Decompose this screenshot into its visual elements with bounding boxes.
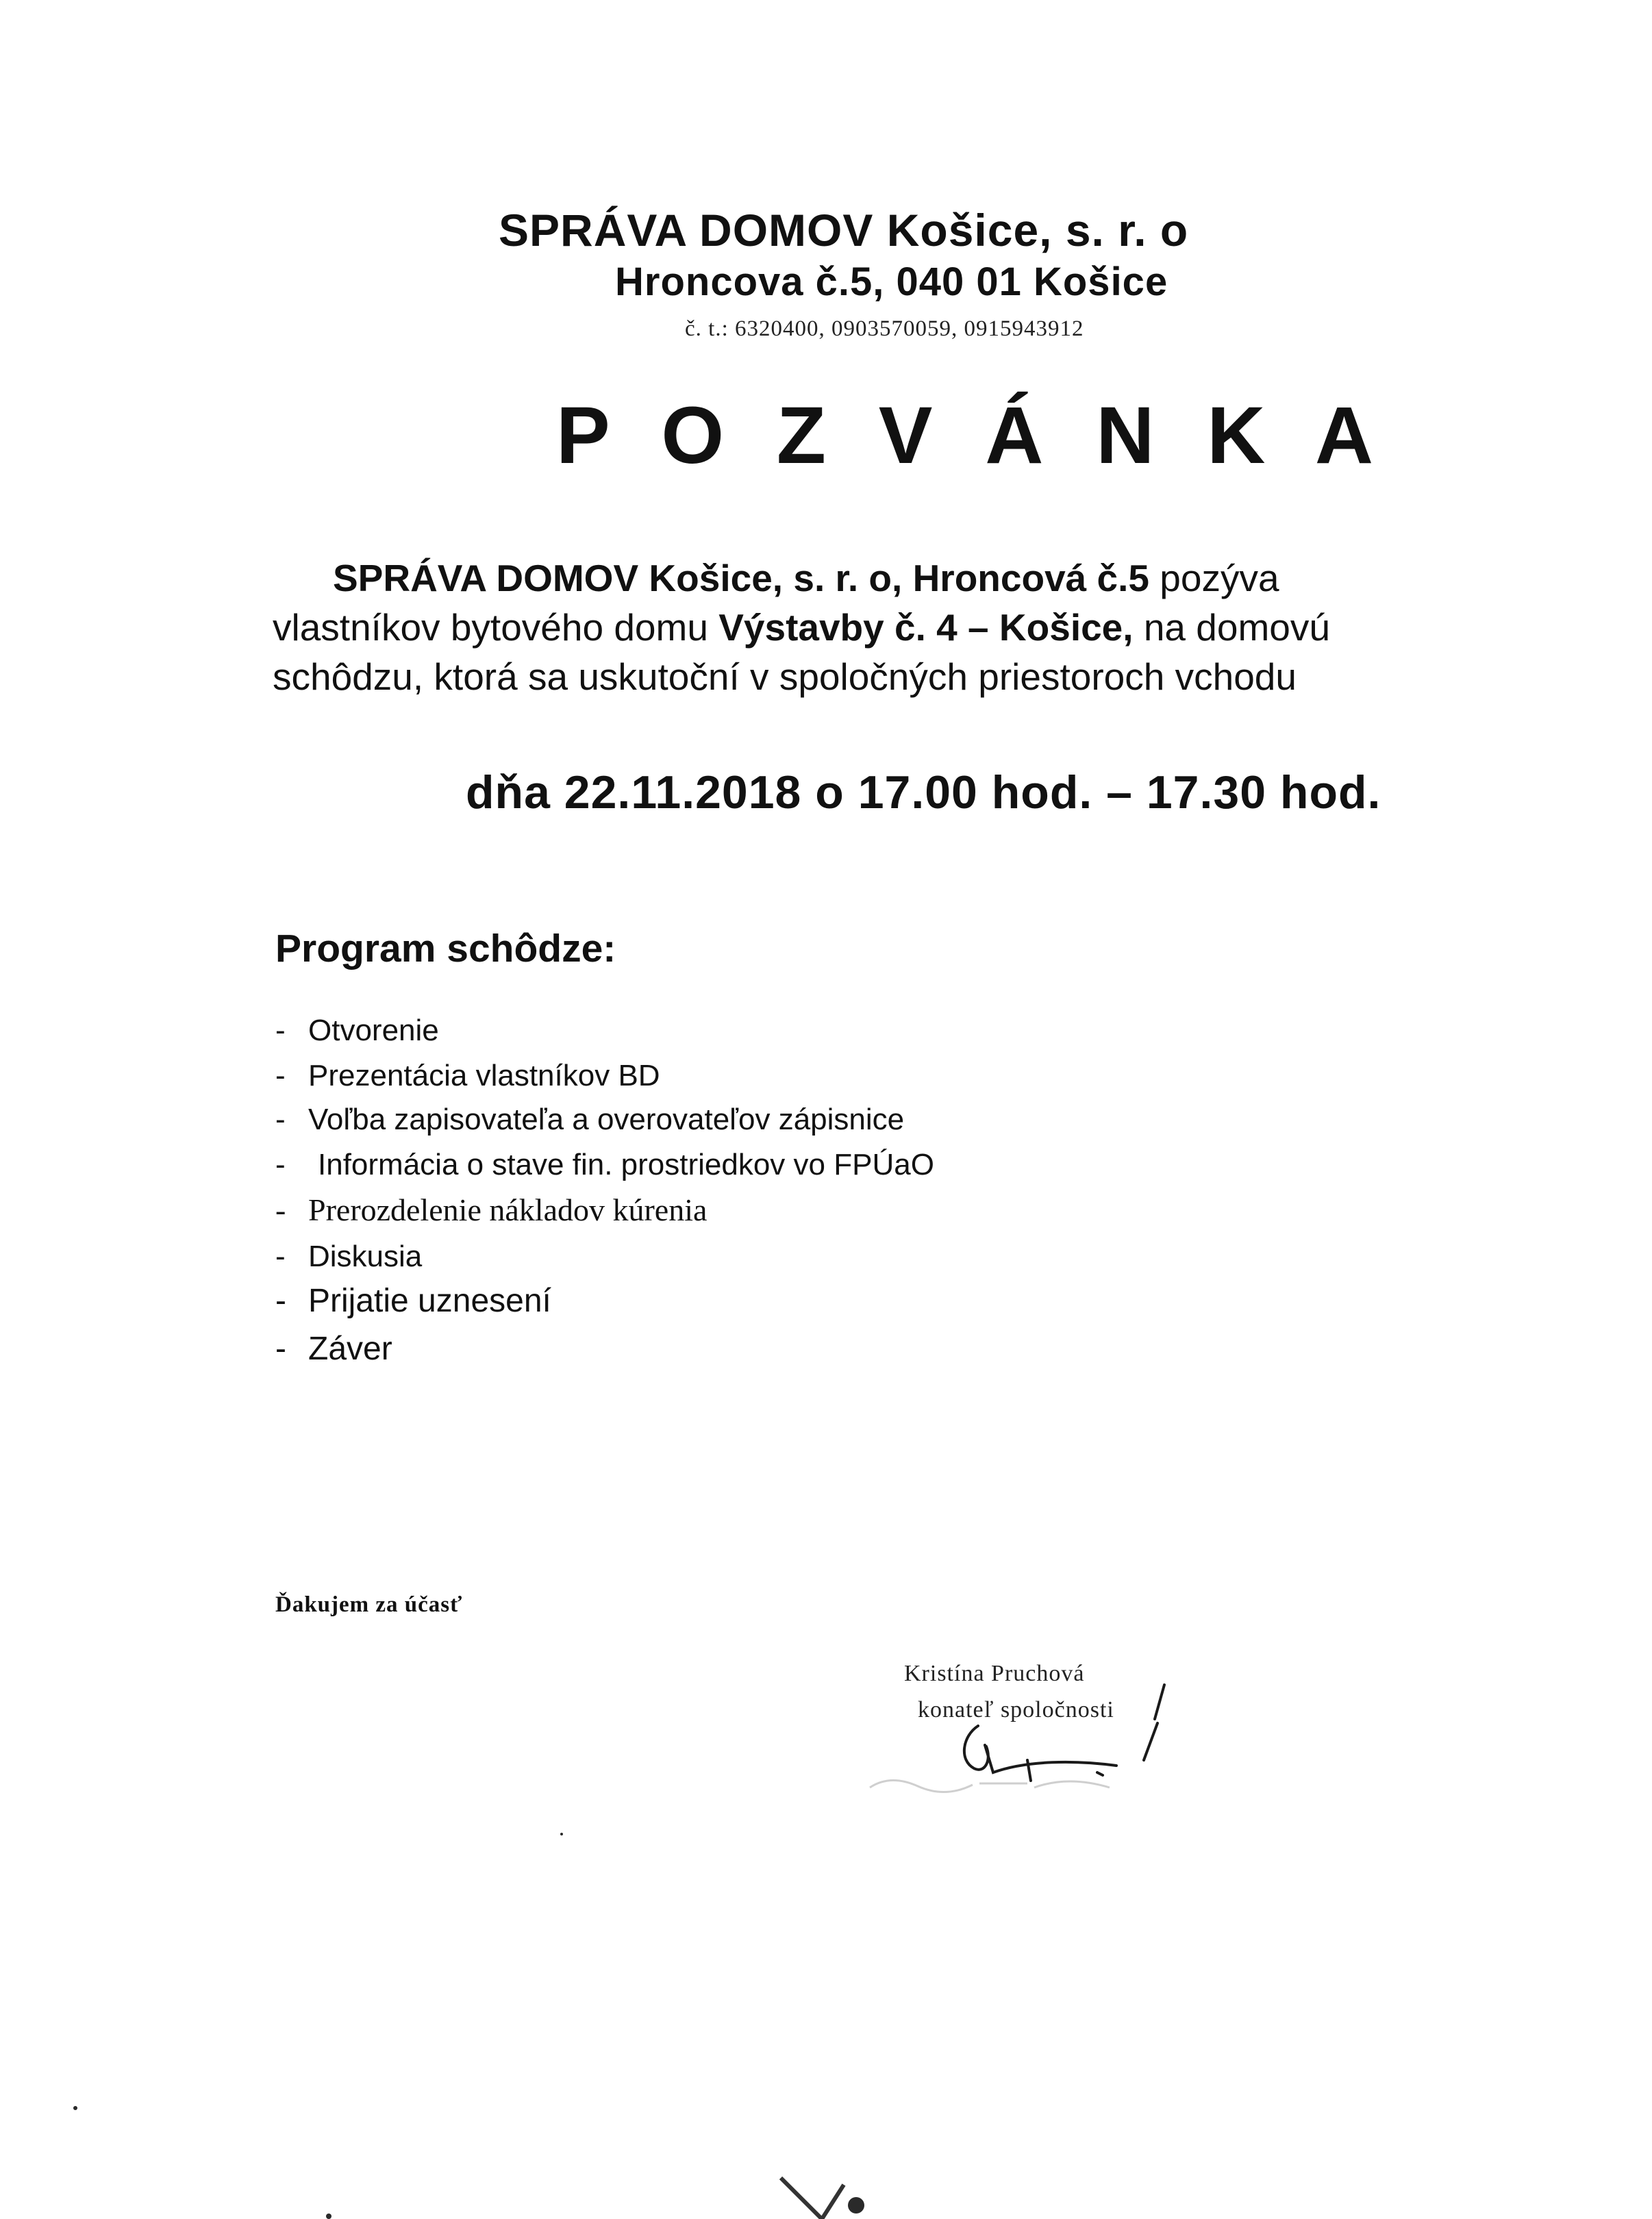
paragraph-line-3: schôdzu, ktorá sa uskutoční v spoločných priestoroch vchodu <box>273 655 1297 698</box>
paragraph-invites: pozýva <box>1149 557 1279 599</box>
signatory-role: konateľ spoločnosti <box>918 1697 1114 1722</box>
list-bullet: - <box>275 1059 286 1092</box>
list-item-text: Prerozdelenie nákladov kúrenia <box>308 1192 708 1227</box>
paragraph-line-1 <box>273 553 1547 603</box>
list-item <box>275 1014 934 1059</box>
list-item-text: Záver <box>308 1331 392 1367</box>
paragraph-line-2 <box>273 603 1547 652</box>
list-bullet: - <box>275 1283 286 1319</box>
list-item <box>275 1059 934 1103</box>
paragraph-company: SPRÁVA DOMOV Košice, s. r. o, Hroncová č.5 <box>333 557 1150 599</box>
list-item <box>275 1103 934 1148</box>
list-bullet: - <box>275 1331 286 1367</box>
program-heading: Program schôdze: <box>275 927 616 970</box>
list-item-text: Otvorenie <box>308 1014 439 1047</box>
meeting-datetime: dňa 22.11.2018 o 17.00 hod. – 17.30 hod. <box>466 766 1381 818</box>
list-bullet: - <box>275 1240 286 1273</box>
list-item-text: Voľba zapisovateľa a overovateľov zápisnice <box>308 1103 905 1136</box>
company-address: Hroncova č.5, 040 01 Košice <box>615 260 1168 304</box>
list-item <box>275 1240 934 1282</box>
list-item-text: Informácia o stave fin. prostriedkov vo FPÚaO <box>318 1148 934 1181</box>
list-item <box>275 1148 934 1192</box>
list-item <box>275 1330 934 1375</box>
document-title: P O Z V Á N K A <box>556 390 1389 481</box>
signatory-name: Kristína Pruchová <box>904 1661 1085 1686</box>
list-bullet: - <box>275 1192 286 1227</box>
list-item <box>275 1282 934 1330</box>
closing-thanks: Ďakujem za účasť <box>275 1592 463 1617</box>
handwritten-signature <box>822 1657 1205 1822</box>
paragraph-owners: vlastníkov bytového domu <box>273 606 719 649</box>
company-name: SPRÁVA DOMOV Košice, s. r. o <box>499 205 1189 255</box>
list-item-text: Prezentácia vlastníkov BD <box>308 1059 660 1092</box>
list-bullet: - <box>275 1103 286 1136</box>
list-item-text: Prijatie uznesení <box>308 1283 551 1319</box>
invitation-paragraph <box>273 553 1547 701</box>
company-phone: č. t.: 6320400, 0903570059, 0915943912 <box>685 316 1084 341</box>
program-list <box>275 1014 934 1375</box>
list-item <box>275 1192 934 1240</box>
list-bullet: - <box>275 1014 286 1047</box>
paragraph-building: Výstavby č. 4 – Košice, <box>718 606 1134 649</box>
paragraph-meeting: na domovú <box>1133 606 1330 649</box>
list-bullet: - <box>275 1148 286 1181</box>
list-item-text: Diskusia <box>308 1240 423 1273</box>
